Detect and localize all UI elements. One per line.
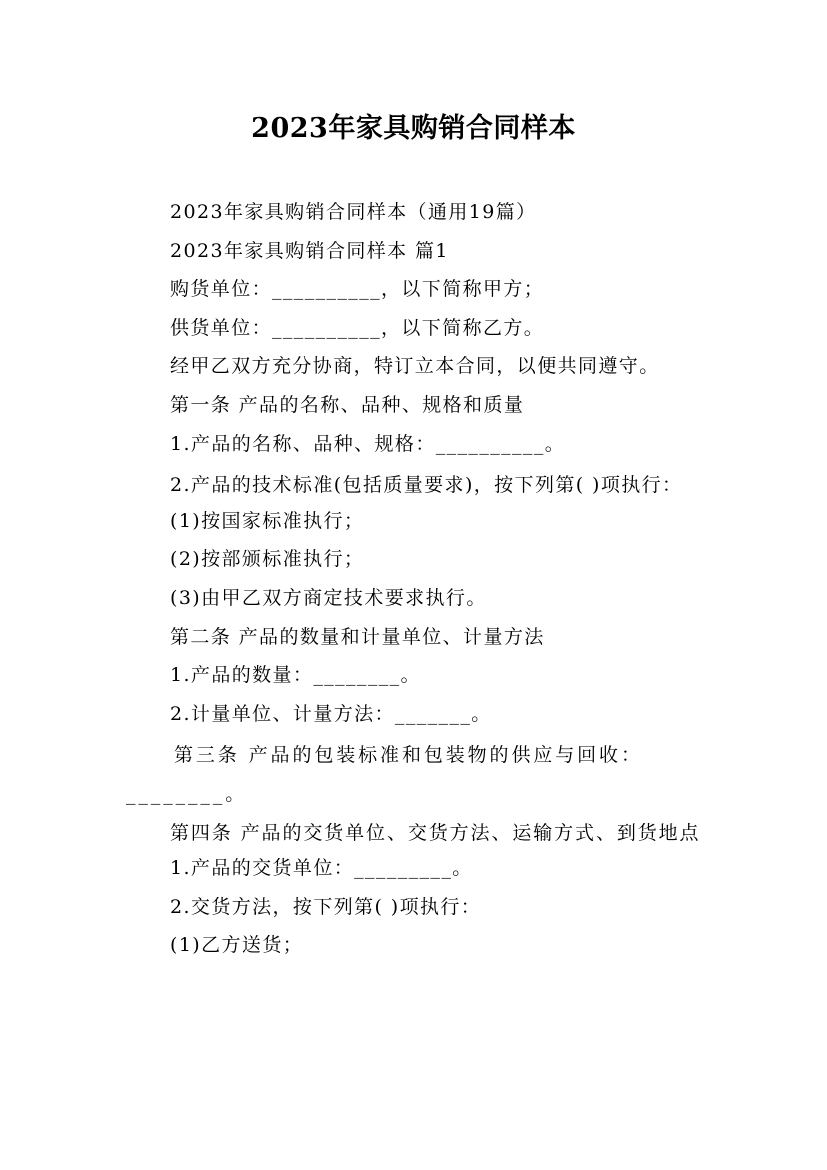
buyer-line: 购货单位：__________，以下简称甲方； [170,278,545,301]
agreement-line: 经甲乙双方充分协商，特订立本合同，以便共同遵守。 [170,355,660,378]
article-1-item-2: 2.产品的技术标准(包括质量要求)，按下列第( )项执行： [170,474,683,497]
subtitle-line: 2023年家具购销合同样本（通用19篇） [170,201,537,223]
article-1-heading: 第一条 产品的名称、品种、规格和质量 [170,393,525,416]
supplier-line: 供货单位：__________，以下简称乙方。 [170,316,545,339]
article-1-option-3: (3)由甲乙双方商定技术要求执行。 [170,586,487,609]
article-4-item-2: 2.交货方法，按下列第( )项执行： [170,895,482,918]
article-4-option-1: (1)乙方送货； [170,934,304,957]
article-2-heading: 第二条 产品的数量和计量单位、计量方法 [170,625,545,648]
article-4-item-1: 1.产品的交货单位：_________。 [170,857,473,880]
article-2-item-1: 1.产品的数量：________。 [170,664,421,687]
article-1-option-1: (1)按国家标准执行； [170,509,365,532]
article-1-option-2: (2)按部颁标准执行； [170,548,365,571]
article-4-heading: 第四条 产品的交货单位、交货方法、运输方式、到货地点 [170,821,701,844]
document-body [126,196,716,968]
document-title: 2023年家具购销合同样本 [251,113,576,144]
article-2-item-2: 2.计量单位、计量方法：_______。 [170,702,492,725]
article-3-heading: 第三条 产品的包装标准和包装物的供应与回收：________。 [126,744,643,805]
section-heading: 2023年家具购销合同样本 篇1 [170,239,449,262]
article-1-item-1: 1.产品的名称、品种、规格：__________。 [170,432,566,455]
